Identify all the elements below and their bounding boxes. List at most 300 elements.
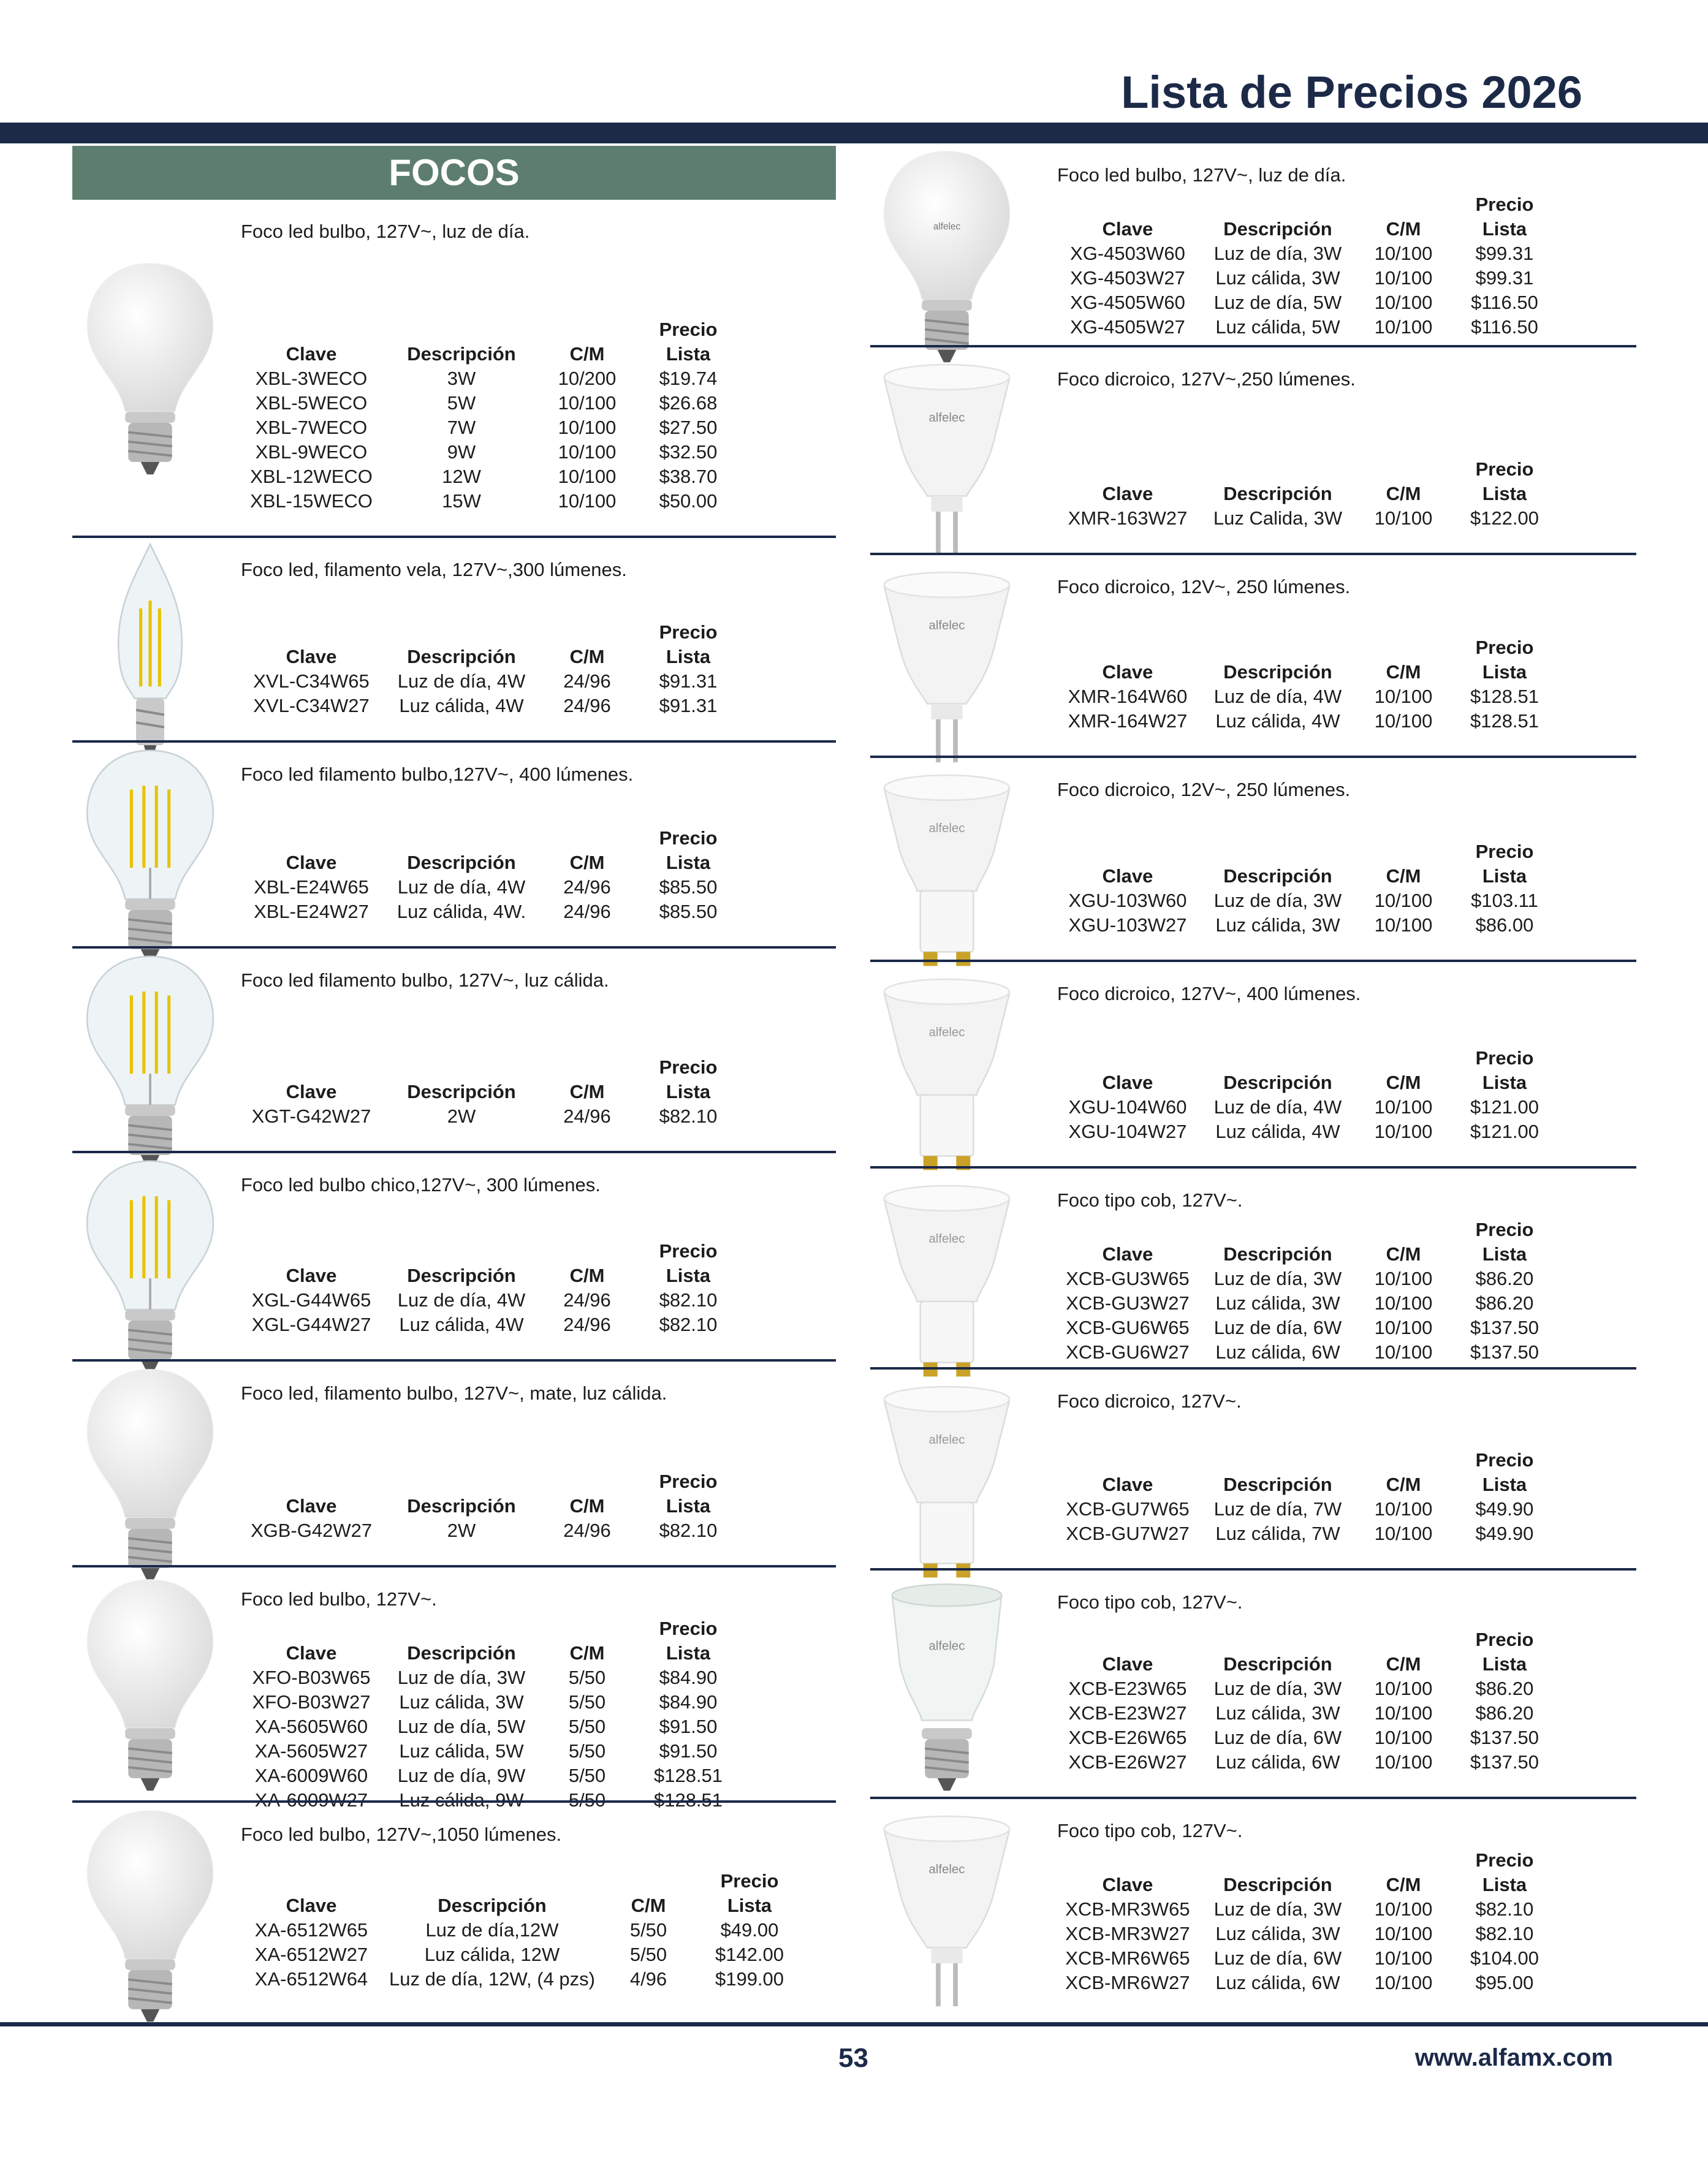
col-header-lista: Lista — [666, 1081, 711, 1102]
left-product-section — [72, 949, 836, 1153]
svg-text:alfelec: alfelec — [928, 1863, 965, 1877]
header-bar — [0, 123, 1708, 143]
precio-cell: $82.10 — [659, 1289, 718, 1311]
footer-url: www.alfamx.com — [1414, 2044, 1613, 2071]
clave-cell: XGT-G42W27 — [251, 1105, 371, 1127]
product-description: Foco tipo cob, 127V~. — [1057, 1820, 1243, 1841]
clave-cell: XBL-E24W65 — [254, 876, 369, 898]
clave-cell: XBL-E24W27 — [254, 901, 369, 922]
col-header-precio: Precio — [659, 1056, 718, 1078]
clave-cell: XFO-B03W27 — [252, 1691, 371, 1713]
col-header-cm: C/M — [569, 343, 605, 365]
cm-cell: 10/100 — [1374, 1898, 1433, 1920]
descripcion-cell: Luz de día, 4W — [1213, 1096, 1342, 1118]
col-header-clave: Clave — [286, 1081, 337, 1102]
descripcion-cell: Luz de día, 6W — [1213, 1947, 1342, 1969]
cm-cell: 24/96 — [563, 1314, 611, 1335]
cm-cell: 10/100 — [558, 466, 617, 487]
precio-cell: $121.00 — [1470, 1096, 1539, 1118]
clave-cell: XA-6512W64 — [254, 1968, 368, 1990]
price-table — [241, 1469, 743, 1543]
cm-cell: 10/100 — [558, 392, 617, 414]
descripcion-cell: Luz cálida, 3W — [1215, 1292, 1340, 1314]
col-header-lista: Lista — [666, 343, 711, 365]
descripcion-cell: Luz cálida, 3W — [1215, 914, 1340, 936]
descripcion-cell: Luz de día, 5W — [1213, 292, 1342, 313]
dichroic-pin-icon — [876, 347, 1017, 577]
cm-cell: 10/100 — [1374, 1317, 1433, 1338]
descripcion-cell: Luz de día, 3W — [1213, 1268, 1342, 1289]
clave-cell: XBL-15WECO — [250, 490, 373, 512]
product-description: Foco dicroico, 12V~, 250 lúmenes. — [1057, 779, 1351, 800]
descripcion-cell: Luz cálida, 3W — [399, 1691, 524, 1713]
table-row — [241, 669, 743, 694]
table-row — [241, 1715, 743, 1739]
descripcion-cell: Luz cálida, 5W — [1215, 316, 1340, 338]
col-header-descripcion: Descripción — [407, 1642, 516, 1664]
cm-cell: 4/96 — [629, 1968, 667, 1990]
precio-cell: $116.50 — [1471, 292, 1538, 313]
col-header-lista: Lista — [1482, 661, 1527, 683]
cm-cell: 10/100 — [1374, 1523, 1433, 1544]
col-header-cm: C/M — [1386, 1072, 1421, 1093]
clave-cell: XMR-163W27 — [1068, 507, 1188, 529]
clave-cell: XCB-GU3W27 — [1066, 1292, 1190, 1314]
table-row — [1057, 1316, 1560, 1340]
matte-bulb-icon — [80, 1362, 221, 1591]
col-header-clave: Clave — [1102, 661, 1153, 683]
table-row — [241, 1967, 805, 1992]
price-table — [241, 1617, 743, 1813]
table-row — [1057, 1677, 1560, 1701]
col-header-clave: Clave — [1102, 1072, 1153, 1093]
dichroic-gu10-icon — [876, 758, 1017, 988]
left-product-section — [72, 1567, 836, 1803]
clave-cell: XCB-MR3W27 — [1065, 1923, 1190, 1944]
descripcion-cell: Luz cálida, 6W — [1215, 1341, 1340, 1363]
clave-cell: XCB-E26W27 — [1068, 1751, 1187, 1773]
cm-cell: 24/96 — [563, 876, 611, 898]
precio-cell: $49.90 — [1475, 1523, 1534, 1544]
col-header-descripcion: Descripción — [407, 1081, 516, 1102]
descripcion-cell: 7W — [447, 417, 476, 438]
col-header-precio: Precio — [1475, 637, 1534, 658]
descripcion-cell: Luz de día, 9W — [397, 1765, 526, 1786]
precio-cell: $84.90 — [659, 1667, 718, 1688]
table-row — [1057, 315, 1560, 339]
cm-cell: 24/96 — [563, 1105, 611, 1127]
cm-cell: 10/100 — [1374, 710, 1433, 732]
table-row — [1057, 1522, 1560, 1546]
left-product-section — [72, 743, 836, 949]
left-product-section — [72, 1153, 836, 1362]
col-header-precio: Precio — [1475, 194, 1534, 215]
clave-cell: XG-4505W27 — [1070, 316, 1185, 338]
bulb-icon — [80, 256, 221, 485]
table-row — [1057, 506, 1560, 531]
left-product-section — [72, 538, 836, 743]
col-header-clave: Clave — [1102, 1243, 1153, 1265]
cm-cell: 5/50 — [568, 1716, 606, 1737]
cm-cell: 10/100 — [1374, 1268, 1433, 1289]
col-header-lista: Lista — [1482, 865, 1527, 887]
product-description: Foco led bulbo chico,127V~, 300 lúmenes. — [241, 1174, 601, 1196]
clave-cell: XVL-C34W65 — [253, 670, 370, 692]
col-header-descripcion: Descripción — [407, 1495, 516, 1517]
col-header-lista: Lista — [1482, 1653, 1527, 1675]
col-header-lista: Lista — [1482, 1072, 1527, 1093]
table-row — [1057, 1946, 1560, 1971]
cm-cell: 10/100 — [1374, 316, 1433, 338]
table-row — [1057, 1267, 1560, 1291]
col-header-cm: C/M — [569, 852, 605, 873]
price-table — [1057, 840, 1560, 938]
right-product-section — [870, 758, 1636, 962]
precio-cell: $85.50 — [659, 876, 718, 898]
descripcion-cell: Luz cálida, 4W — [399, 695, 524, 716]
price-table — [241, 1869, 805, 1992]
descripcion-cell: Luz cálida, 3W — [1215, 1702, 1340, 1724]
col-header-cm: C/M — [1386, 1874, 1421, 1895]
col-header-descripcion: Descripción — [407, 852, 516, 873]
col-header-descripcion: Descripción — [1223, 865, 1332, 887]
precio-cell: $99.31 — [1475, 267, 1534, 289]
clave-cell: XG-4505W60 — [1070, 292, 1185, 313]
precio-cell: $38.70 — [659, 466, 718, 487]
cm-cell: 10/100 — [558, 490, 617, 512]
table-row — [241, 1918, 805, 1942]
col-header-precio: Precio — [1475, 1047, 1534, 1069]
col-header-cm: C/M — [1386, 1243, 1421, 1265]
table-row — [241, 415, 743, 440]
col-header-precio: Precio — [659, 1240, 718, 1262]
table-row — [241, 1942, 805, 1967]
table-row — [1057, 1750, 1560, 1775]
descripcion-cell: 3W — [447, 368, 476, 389]
page-title: Lista de Precios 2026 — [1121, 67, 1582, 118]
col-header-cm: C/M — [569, 1495, 605, 1517]
col-header-clave: Clave — [286, 1265, 337, 1286]
clave-cell: XFO-B03W65 — [252, 1667, 371, 1688]
descripcion-cell: Luz de día, 4W — [397, 876, 526, 898]
page-number: 53 — [838, 2043, 868, 2073]
table-row — [241, 440, 743, 464]
col-header-precio: Precio — [1475, 1849, 1534, 1871]
col-header-clave: Clave — [286, 1895, 337, 1916]
precio-cell: $32.50 — [659, 441, 718, 463]
dichroic-gu10-icon — [876, 1169, 1017, 1398]
descripcion-cell: Luz cálida, 3W — [1215, 267, 1340, 289]
descripcion-cell: Luz cálida, 7W — [1215, 1523, 1340, 1544]
descripcion-cell: Luz cálida, 6W — [1215, 1751, 1340, 1773]
product-description: Foco led filamento bulbo, 127V~, luz cálida. — [241, 969, 609, 991]
precio-cell: $142.00 — [715, 1944, 784, 1965]
price-table — [241, 620, 743, 718]
dichroic-pin-icon — [876, 1799, 1017, 2029]
precio-cell: $19.74 — [659, 368, 718, 389]
descripcion-cell: Luz de día, 6W — [1213, 1727, 1342, 1748]
cm-cell: 10/100 — [1374, 267, 1433, 289]
descripcion-cell: Luz cálida, 4W. — [397, 901, 526, 922]
col-header-descripcion: Descripción — [1223, 661, 1332, 683]
col-header-descripcion: Descripción — [1223, 1474, 1332, 1495]
col-header-descripcion: Descripción — [1223, 218, 1332, 240]
clave-cell: XMR-164W27 — [1068, 710, 1188, 732]
precio-cell: $91.50 — [659, 1716, 718, 1737]
table-row — [241, 875, 743, 900]
col-header-descripcion: Descripción — [1223, 483, 1332, 504]
precio-cell: $128.51 — [653, 1765, 723, 1786]
precio-cell: $137.50 — [1470, 1317, 1539, 1338]
table-row — [241, 1764, 743, 1788]
cm-cell: 10/100 — [1374, 1292, 1433, 1314]
cm-cell: 24/96 — [563, 695, 611, 716]
filament-bulb-icon — [80, 949, 221, 1178]
table-row — [241, 391, 743, 415]
precio-cell: $91.50 — [659, 1740, 718, 1762]
table-row — [1057, 1340, 1560, 1365]
svg-text:alfelec: alfelec — [928, 619, 965, 633]
descripcion-cell: 5W — [447, 392, 476, 414]
clave-cell: XBL-9WECO — [255, 441, 368, 463]
cm-cell: 10/100 — [1374, 1498, 1433, 1520]
descripcion-cell: 2W — [447, 1105, 476, 1127]
cm-cell: 24/96 — [563, 901, 611, 922]
descripcion-cell: Luz Calida, 3W — [1213, 507, 1343, 529]
cm-cell: 24/96 — [563, 1289, 611, 1311]
clave-cell: XCB-E26W65 — [1068, 1727, 1187, 1748]
clave-cell: XMR-164W60 — [1068, 686, 1188, 707]
left-product-section — [72, 1803, 836, 2016]
svg-text:alfelec: alfelec — [928, 1026, 965, 1040]
cm-cell: 5/50 — [568, 1740, 606, 1762]
dichroic-gu10-icon — [876, 1370, 1017, 1599]
cm-cell: 10/100 — [1374, 1972, 1433, 1993]
col-header-precio: Precio — [1475, 458, 1534, 480]
precio-cell: $91.31 — [659, 670, 718, 692]
descripcion-cell: Luz cálida, 6W — [1215, 1972, 1340, 1993]
col-header-cm: C/M — [1386, 1474, 1421, 1495]
cm-cell: 10/100 — [1374, 1341, 1433, 1363]
col-header-lista: Lista — [666, 1642, 711, 1664]
precio-cell: $137.50 — [1470, 1751, 1539, 1773]
table-row — [241, 489, 743, 514]
col-header-lista: Lista — [1482, 1874, 1527, 1895]
descripcion-cell: 15W — [442, 490, 481, 512]
clave-cell: XGU-104W60 — [1068, 1096, 1187, 1118]
dichroic-pin-icon — [876, 555, 1017, 785]
clave-cell: XCB-GU7W27 — [1066, 1523, 1190, 1544]
descripcion-cell: Luz cálida, 4W — [399, 1314, 524, 1335]
col-header-descripcion: Descripción — [438, 1895, 547, 1916]
right-product-section — [870, 143, 1636, 347]
col-header-lista: Lista — [727, 1895, 772, 1916]
col-header-precio: Precio — [659, 319, 718, 340]
svg-text:alfelec: alfelec — [928, 411, 965, 425]
cm-cell: 10/100 — [558, 417, 617, 438]
col-header-precio: Precio — [1475, 1219, 1534, 1240]
descripcion-cell: Luz de día, 7W — [1213, 1498, 1342, 1520]
candle-filament-bulb-icon — [80, 538, 221, 768]
precio-cell: $86.20 — [1475, 1702, 1534, 1724]
svg-text:alfelec: alfelec — [928, 1433, 965, 1447]
product-description: Foco led bulbo, 127V~, luz de día. — [1057, 164, 1346, 186]
table-row — [241, 900, 743, 924]
col-header-lista: Lista — [1482, 218, 1527, 240]
clave-cell: XGL-G44W65 — [251, 1289, 371, 1311]
col-header-precio: Precio — [720, 1870, 779, 1892]
precio-cell: $104.00 — [1470, 1947, 1539, 1969]
precio-cell: $82.10 — [659, 1105, 718, 1127]
col-header-cm: C/M — [569, 1081, 605, 1102]
precio-cell: $50.00 — [659, 490, 718, 512]
right-product-section — [870, 1799, 1636, 2016]
col-header-precio: Precio — [1475, 1629, 1534, 1650]
clave-cell: XA-5605W60 — [254, 1716, 368, 1737]
table-row — [1057, 1291, 1560, 1316]
descripcion-cell: Luz de día, 5W — [397, 1716, 526, 1737]
col-header-cm: C/M — [1386, 218, 1421, 240]
cm-cell: 10/100 — [1374, 243, 1433, 264]
table-row — [241, 1690, 743, 1715]
col-header-lista: Lista — [666, 1265, 711, 1286]
table-row — [1057, 889, 1560, 913]
right-product-section — [870, 962, 1636, 1169]
col-header-cm: C/M — [631, 1895, 666, 1916]
col-header-lista: Lista — [1482, 1243, 1527, 1265]
col-header-cm: C/M — [1386, 661, 1421, 683]
cm-cell: 10/100 — [1374, 507, 1433, 529]
cm-cell: 10/100 — [1374, 1751, 1433, 1773]
table-row — [1057, 1897, 1560, 1922]
product-description: Foco dicroico, 127V~,250 lúmenes. — [1057, 368, 1356, 390]
clave-cell: XG-4503W60 — [1070, 243, 1185, 264]
right-product-section — [870, 555, 1636, 758]
descripcion-cell: Luz de día,12W — [425, 1919, 559, 1941]
cm-cell: 10/100 — [1374, 1923, 1433, 1944]
table-row — [1057, 1701, 1560, 1726]
col-header-clave: Clave — [1102, 1474, 1153, 1495]
descripcion-cell: Luz de día, 4W — [397, 670, 526, 692]
clave-cell: XBL-7WECO — [255, 417, 368, 438]
cm-cell: 10/100 — [1374, 686, 1433, 707]
cm-cell: 5/50 — [629, 1944, 667, 1965]
col-header-precio: Precio — [659, 1471, 718, 1492]
clave-cell: XCB-E23W27 — [1068, 1702, 1187, 1724]
clave-cell: XBL-5WECO — [255, 392, 368, 414]
col-header-cm: C/M — [569, 1265, 605, 1286]
price-table — [1057, 457, 1560, 531]
clave-cell: XCB-GU6W27 — [1066, 1341, 1190, 1363]
precio-cell: $86.20 — [1475, 1292, 1534, 1314]
precio-cell: $26.68 — [659, 392, 718, 414]
price-table — [1057, 1218, 1560, 1365]
table-row — [241, 1288, 743, 1313]
col-header-clave: Clave — [1102, 865, 1153, 887]
clave-cell: XGU-103W27 — [1068, 914, 1187, 936]
descripcion-cell: Luz de día, 3W — [397, 1667, 526, 1688]
precio-cell: $121.00 — [1470, 1121, 1539, 1142]
descripcion-cell: Luz cálida, 12W — [424, 1944, 560, 1965]
col-header-cm: C/M — [569, 1642, 605, 1664]
table-row — [1057, 241, 1560, 266]
cm-cell: 10/100 — [1374, 1678, 1433, 1699]
cm-cell: 10/100 — [1374, 1702, 1433, 1724]
clave-cell: XVL-C34W27 — [253, 695, 370, 716]
precio-cell: $86.00 — [1475, 914, 1534, 936]
descripcion-cell: Luz de día, 4W — [397, 1289, 526, 1311]
product-description: Foco led bulbo, 127V~,1050 lúmenes. — [241, 1824, 562, 1845]
price-table — [1057, 1448, 1560, 1546]
cm-cell: 5/50 — [568, 1765, 606, 1786]
table-row — [1057, 290, 1560, 315]
descripcion-cell: Luz cálida, 3W — [1215, 1923, 1340, 1944]
product-description: Foco dicroico, 127V~. — [1057, 1390, 1242, 1412]
col-header-precio: Precio — [1475, 841, 1534, 862]
svg-text:alfelec: alfelec — [933, 221, 961, 232]
clave-cell: XCB-MR6W65 — [1065, 1947, 1190, 1969]
footer-bar — [0, 2022, 1708, 2026]
col-header-descripcion: Descripción — [407, 646, 516, 667]
small-bulb-icon — [876, 143, 1017, 373]
col-header-descripcion: Descripción — [407, 343, 516, 365]
right-product-section — [870, 347, 1636, 555]
precio-cell: $49.90 — [1475, 1498, 1534, 1520]
table-row — [241, 1518, 743, 1543]
cm-cell: 24/96 — [563, 1520, 611, 1541]
clave-cell: XA-6512W65 — [254, 1919, 368, 1941]
table-row — [241, 1666, 743, 1690]
col-header-clave: Clave — [286, 852, 337, 873]
col-header-lista: Lista — [1482, 483, 1527, 504]
table-row — [241, 1313, 743, 1337]
cm-cell: 10/100 — [1374, 1947, 1433, 1969]
section-title: FOCOS — [72, 146, 836, 200]
clave-cell: XA-5605W27 — [254, 1740, 368, 1762]
price-table — [241, 317, 743, 514]
precio-cell: $137.50 — [1470, 1727, 1539, 1748]
svg-text:alfelec: alfelec — [928, 1639, 965, 1653]
clave-cell: XCB-MR3W65 — [1065, 1898, 1190, 1920]
descripcion-cell: Luz de día, 3W — [1213, 1898, 1342, 1920]
svg-text:alfelec: alfelec — [928, 822, 965, 836]
col-header-clave: Clave — [1102, 1653, 1153, 1675]
table-row — [1057, 1120, 1560, 1144]
clave-cell: XA-6512W27 — [254, 1944, 368, 1965]
product-description: Foco led filamento bulbo,127V~, 400 lúmenes. — [241, 764, 634, 785]
col-header-precio: Precio — [1475, 1449, 1534, 1471]
right-product-section — [870, 1169, 1636, 1370]
precio-cell: $82.10 — [659, 1520, 718, 1541]
clave-cell: XA-6009W60 — [254, 1765, 368, 1786]
col-header-precio: Precio — [659, 621, 718, 643]
table-row — [241, 464, 743, 489]
clave-cell: XBL-12WECO — [250, 466, 373, 487]
descripcion-cell: 2W — [447, 1520, 476, 1541]
product-description: Foco led bulbo, 127V~, luz de día. — [241, 221, 530, 242]
descripcion-cell: Luz cálida, 4W — [1215, 710, 1340, 732]
product-description: Foco led, filamento vela, 127V~,300 lúmenes. — [241, 559, 627, 580]
precio-cell: $199.00 — [715, 1968, 784, 1990]
cm-cell: 10/100 — [1374, 890, 1433, 911]
precio-cell: $128.51 — [1470, 710, 1539, 732]
cm-cell: 10/100 — [1374, 914, 1433, 936]
product-description: Foco tipo cob, 127V~. — [1057, 1591, 1243, 1613]
table-row — [1057, 1726, 1560, 1750]
small-filament-bulb-icon — [80, 1153, 221, 1383]
bulb-icon — [80, 1803, 221, 2033]
descripcion-cell: Luz de día, 4W — [1213, 686, 1342, 707]
